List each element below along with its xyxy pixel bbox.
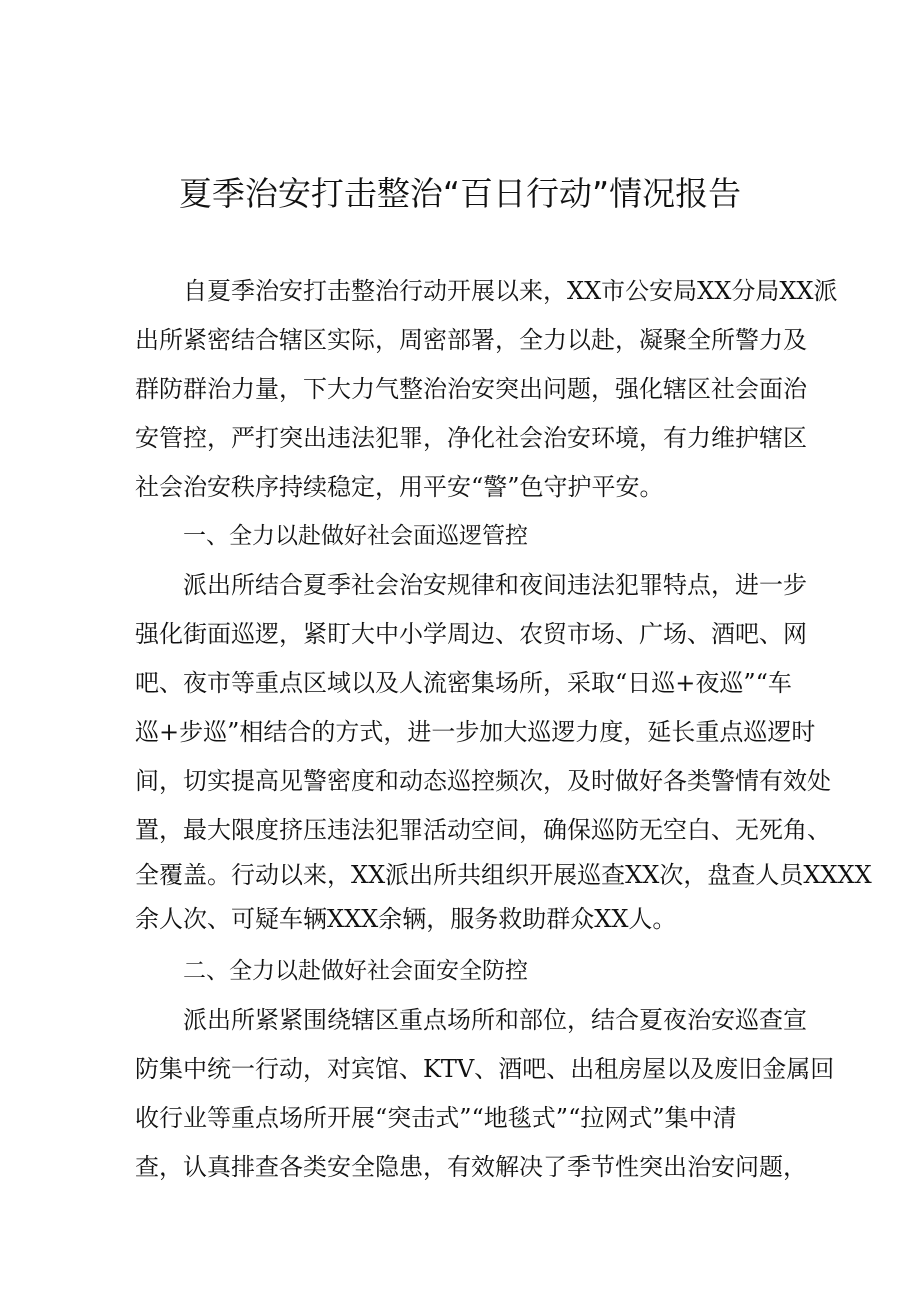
paragraph-1-line-4: 安管控，严打突出违法犯罪，净化社会治安环境，有力维护辖区 — [135, 424, 807, 452]
paragraph-1-line-1: 自夏季治安打击整治行动开展以来，XX市公安局XX分局XX派 — [183, 277, 838, 305]
paragraph-3-line-4: 查，认真排查各类安全隐患，有效解决了季节性突出治安问题， — [135, 1153, 807, 1181]
paragraph-1-line-2: 出所紧密结合辖区实际，周密部署，全力以赴，凝聚全所警力及 — [135, 326, 807, 354]
paragraph-3-line-3: 收行业等重点场所开展“突击式”“地毯式”“拉网式”集中清 — [135, 1104, 737, 1132]
paragraph-2-line-3: 吧、夜市等重点区域以及人流密集场所，采取“日巡+夜巡”“车 — [135, 669, 792, 697]
document-title: 夏季治安打击整治“百日行动”情况报告 — [178, 174, 742, 213]
paragraph-2-line-6: 置，最大限度挤压违法犯罪活动空间，确保巡防无空白、无死角、 — [135, 816, 831, 844]
paragraph-2-line-8: 余人次、可疑车辆XXX余辆，服务救助群众XX人。 — [135, 905, 677, 933]
paragraph-2-line-7: 全覆盖。行动以来，XX派出所共组织开展巡查XX次，盘查人员XXXX — [135, 861, 872, 889]
paragraph-2-line-1: 派出所结合夏季社会治安规律和夜间违法犯罪特点，进一步 — [183, 571, 807, 599]
paragraph-3-line-2: 防集中统一行动，对宾馆、KTV、酒吧、出租房屋以及废旧金属回 — [135, 1055, 835, 1083]
section-heading-1: 一、全力以赴做好社会面巡逻管控 — [183, 523, 528, 549]
paragraph-1-line-3: 群防群治力量，下大力气整治治安突出问题，强化辖区社会面治 — [135, 375, 807, 403]
section-heading-2: 二、全力以赴做好社会面安全防控 — [183, 958, 528, 984]
paragraph-1-line-5: 社会治安秩序持续稳定，用平安“警”色守护平安。 — [135, 473, 664, 501]
paragraph-2-line-2: 强化街面巡逻，紧盯大中小学周边、农贸市场、广场、酒吧、网 — [135, 620, 807, 648]
paragraph-2-line-4: 巡+步巡”相结合的方式，进一步加大巡逻力度，延长重点巡逻时 — [135, 718, 816, 746]
paragraph-2-line-5: 间，切实提高见警密度和动态巡控频次，及时做好各类警情有效处 — [135, 767, 831, 795]
paragraph-3-line-1: 派出所紧紧围绕辖区重点场所和部位，结合夏夜治安巡查宣 — [183, 1006, 807, 1034]
